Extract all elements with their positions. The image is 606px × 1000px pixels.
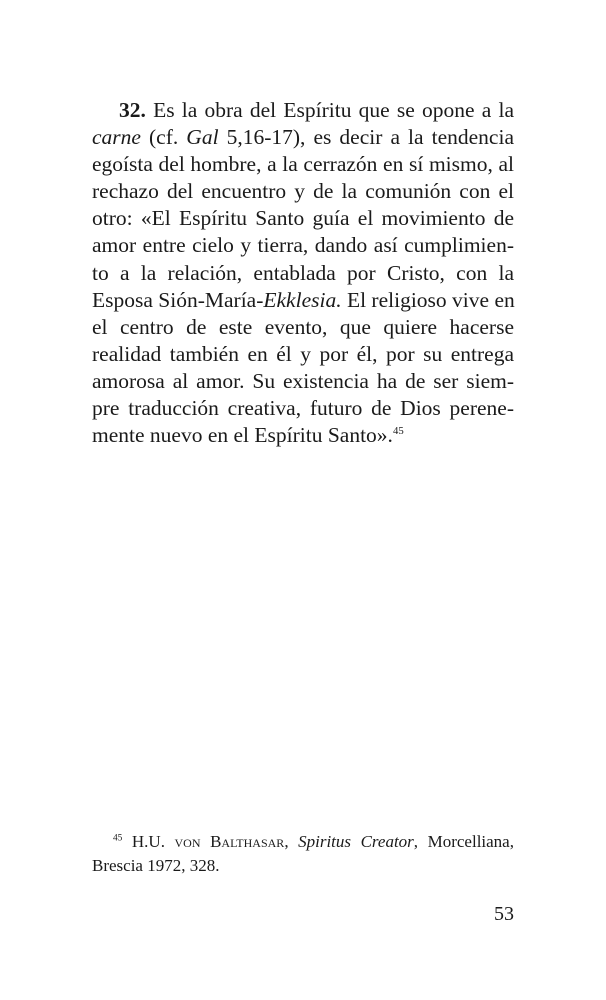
paragraph-line: pre traducción creativa, futuro de Dios perene- [92,396,514,421]
paragraph-number: 32. [119,98,146,122]
paragraph-line: egoísta del hombre, a la cerrazón en sí mismo, al [92,152,514,177]
paragraph-line: el centro de este evento, que quiere hacerse [92,314,514,339]
italic-term: Gal [186,125,219,150]
paragraph-line-text: Esposa Sión-María- [92,287,264,312]
author-name: von Balthasar [174,832,285,851]
paragraph-line-text: Es la obra del Espíritu que se opone a la [145,98,514,122]
paragraph-line [92,422,514,449]
paragraph-line: realidad también en él y por él, por su entrega [92,341,514,366]
paragraph-line [92,124,514,151]
paragraph-line: to a la relación, entablada por Cristo, con la [92,260,514,285]
paragraph-line [92,287,514,314]
paragraph-line: otro: «El Espíritu Santo guía el movimiento de [92,206,514,231]
paragraph-line: rechazo del encuentro y de la comunión con el [92,179,514,204]
page-number: 53 [494,903,514,925]
italic-term: Ekklesia. [263,287,342,312]
italic-term: carne [92,125,141,150]
footnote-reference[interactable]: 45 [392,425,404,438]
paragraph-32 [92,97,514,449]
footnote-line [92,830,514,854]
footnote-text: , Morcelliana, [413,832,514,851]
paragraph-line: amor entre cielo y tierra, dando así cumplimien- [92,233,514,258]
paragraph-line [92,97,514,124]
paragraph-line-text: El religioso vive en [341,287,515,312]
paragraph-line-text: mente nuevo en el Espíritu Santo». [92,423,393,448]
footnote-marker: 45 [113,833,123,844]
paragraph-line-text: 5,16-17), es decir a la tendencia [218,125,514,150]
paragraph-line-text: (cf. [140,125,187,150]
footnote-line: Brescia 1972, 328. [92,856,220,875]
footnote-text: H.U. [122,832,175,851]
paragraph-line: amorosa al amor. Su existencia ha de ser siem- [92,368,514,393]
footnote-text: , [284,832,299,851]
book-title: Spiritus Creator [298,832,414,851]
footnote [92,830,514,878]
